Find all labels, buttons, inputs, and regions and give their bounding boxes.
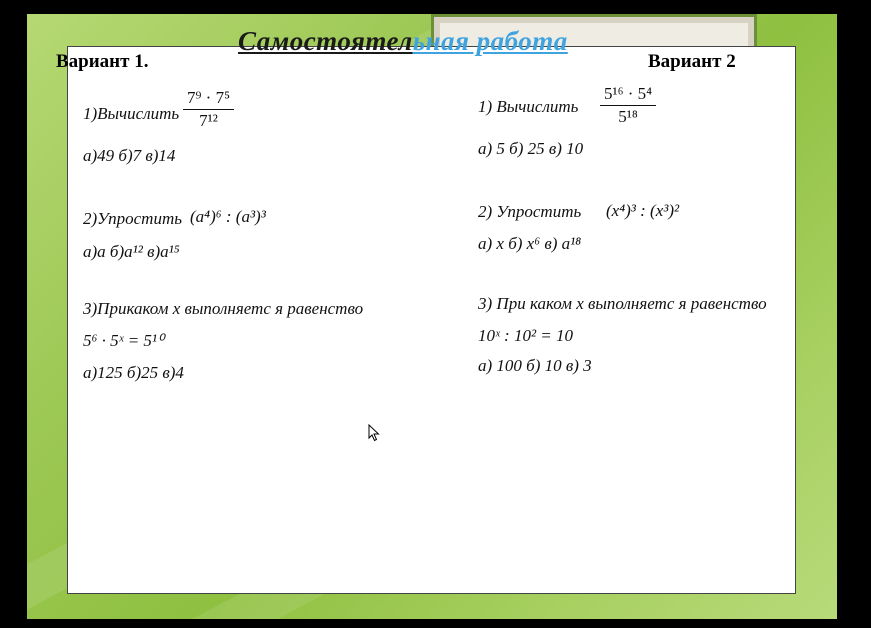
variant-1-heading: Вариант 1. xyxy=(56,51,149,72)
v1-q2-expression: (а⁴)⁶ : (а³)³ xyxy=(190,207,266,226)
v2-q3-expression: 10ˣ : 10² = 10 xyxy=(478,326,574,345)
v2-q1-answers: а) 5 б) 25 в) 10 xyxy=(478,139,584,158)
v1-q1-fraction xyxy=(183,88,234,131)
v2-q3-label: 3) При каком x выполняетс я равенство xyxy=(478,294,767,313)
v1-q2-answers: а)а б)а¹² в)а¹⁵ xyxy=(83,242,180,261)
v2-q2-expression: (x⁴)³ : (x³)² xyxy=(606,201,680,220)
v2-q3-answers: а) 100 б) 10 в) 3 xyxy=(478,356,592,375)
v1-q2-label: 2)Упростить xyxy=(83,209,182,228)
worksheet-page xyxy=(67,46,796,594)
v2-q1-numerator: 5¹⁶ · 5⁴ xyxy=(604,84,653,103)
v1-q3-label: 3)Прикаком х выполняетс я равенство xyxy=(83,299,364,318)
v1-q1-denominator: 7¹² xyxy=(199,111,218,130)
title-part-2: ьная работа xyxy=(412,26,568,56)
v1-q1-numerator: 7⁹ · 7⁵ xyxy=(187,88,231,107)
v1-q3-expression: 5⁶ · 5ˣ = 5¹⁰ xyxy=(83,331,164,350)
v2-q2-label: 2) Упростить xyxy=(478,202,582,221)
mouse-cursor-icon xyxy=(368,424,380,442)
v2-q1-fraction xyxy=(600,84,656,127)
page-title xyxy=(238,26,568,57)
title-part-1: Самостоятел xyxy=(238,26,413,56)
v2-q2-answers: а) x б) x⁶ в) а¹⁸ xyxy=(478,234,582,253)
v2-q1-denominator: 5¹⁸ xyxy=(618,107,638,126)
v1-q1-label: 1)Вычислить xyxy=(83,104,180,123)
v1-q3-answers: а)125 б)25 в)4 xyxy=(83,363,184,382)
v1-q1-answers: а)49 б)7 в)14 xyxy=(83,146,176,165)
variant-2-heading: Вариант 2 xyxy=(648,51,736,72)
v2-q1-label: 1) Вычислить xyxy=(478,97,579,116)
